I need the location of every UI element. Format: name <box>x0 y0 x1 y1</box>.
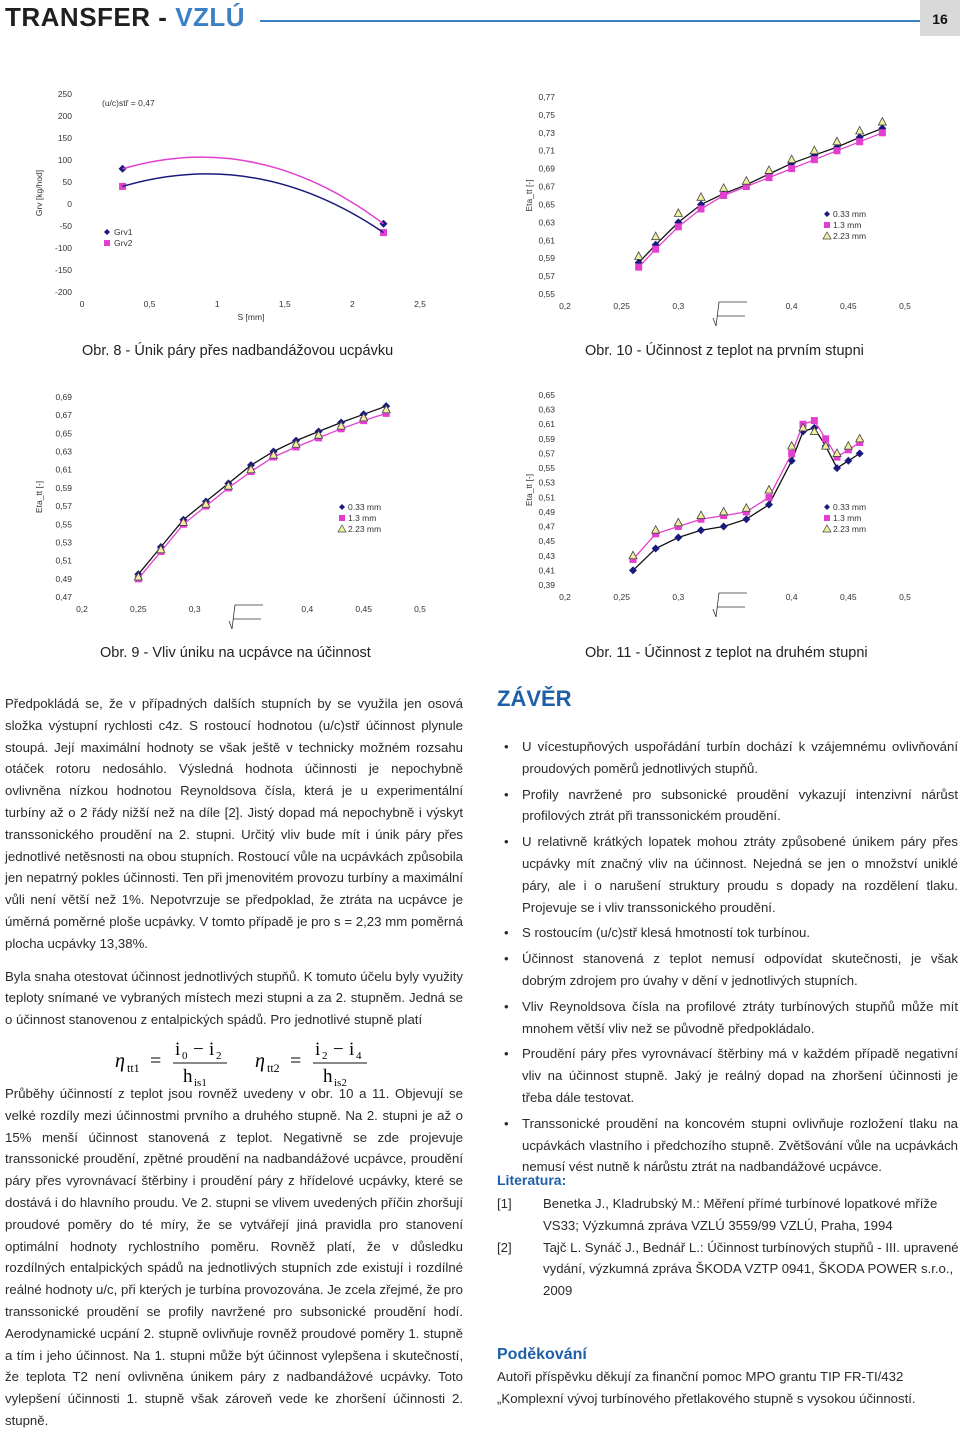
acknowledgement-text: Autoři příspěvku děkují za finanční pomoc MPO grantu TIP FR-TI/432 „Komplexní vývoj turbínového přetlakového stupně s vysokou účinností. <box>497 1369 916 1406</box>
data-point-square <box>788 450 795 457</box>
chart-fig8 <box>30 82 450 337</box>
x-tick-label: 0 <box>79 299 85 309</box>
x-axis-label: S [mm] <box>237 312 265 322</box>
svg-text:i: i <box>209 1039 215 1060</box>
y-tick-label: 0,51 <box>55 555 72 566</box>
y-tick-label: 0,59 <box>55 482 72 493</box>
data-point-triangle <box>742 177 750 185</box>
y-tick-label: 0,57 <box>55 501 72 512</box>
x-tick-label: 0,5 <box>899 592 911 602</box>
x-tick-label: 0,25 <box>613 592 630 602</box>
svg-text:is2: is2 <box>334 1077 347 1087</box>
legend-label: 0.33 mm <box>833 502 867 512</box>
data-point-triangle <box>765 166 773 174</box>
section-heading-zaver: ZÁVĚR <box>497 686 572 711</box>
y-tick-label: 0 <box>67 199 72 209</box>
y-tick-label: 0,61 <box>538 419 555 430</box>
y-tick-label: 0,65 <box>538 390 555 400</box>
left-column <box>5 693 463 1042</box>
conclusion-list <box>500 736 958 1182</box>
data-point-triangle <box>788 155 796 163</box>
y-tick-label: 0,47 <box>538 521 555 532</box>
y-tick-label: -50 <box>59 221 72 231</box>
x-tick-label: 0,4 <box>301 604 314 614</box>
literature-heading: Literatura: <box>497 1172 567 1188</box>
data-point-triangle <box>844 442 852 450</box>
x-tick-label: 0,45 <box>840 301 857 311</box>
legend-label: 1.3 mm <box>348 513 377 523</box>
svg-text:4: 4 <box>356 1050 362 1062</box>
y-tick-label: 0,65 <box>55 428 72 439</box>
x-tick-label: 0,4 <box>785 592 798 602</box>
y-tick-label: -100 <box>54 243 72 253</box>
legend-label: 2.23 mm <box>833 524 867 534</box>
data-point-triangle <box>720 507 728 515</box>
svg-text:2: 2 <box>322 1050 328 1062</box>
data-point-square <box>635 264 642 271</box>
legend-label: 0.33 mm <box>833 209 867 219</box>
conclusion-item: • Vliv Reynoldsova čísla na profilové ztráty turbínových stupňů může mít mnohem větší vliv než se původně předpokládalo. <box>522 996 958 1040</box>
chart-fig9 <box>30 385 450 640</box>
y-tick-label: 0,69 <box>538 163 555 174</box>
y-tick-label: 0,59 <box>538 253 555 264</box>
x-tick-label: 0,5 <box>143 299 156 309</box>
svg-text:=: = <box>150 1050 162 1072</box>
data-point-square <box>811 417 818 424</box>
data-point-diamond <box>697 526 705 534</box>
data-point-triangle <box>720 184 728 192</box>
y-tick-label: 0,67 <box>55 410 72 421</box>
y-tick-label: 50 <box>62 177 72 187</box>
conclusion-item: • S rostoucím (u/c)stř klesá hmotností tok turbínou. <box>522 922 958 944</box>
data-point-triangle <box>629 551 637 559</box>
y-axis-label: Grv [kg/hod] <box>34 169 44 217</box>
trend-curve <box>123 174 384 233</box>
svg-text:is1: is1 <box>194 1077 207 1087</box>
y-tick-label: 0,47 <box>55 592 72 602</box>
y-tick-label: 0,55 <box>538 463 555 474</box>
y-tick-label: 0,39 <box>538 580 555 590</box>
legend-marker <box>104 229 110 235</box>
y-tick-label: 0,63 <box>538 404 555 415</box>
y-tick-label: 0,55 <box>55 519 72 530</box>
y-tick-label: 200 <box>57 111 72 121</box>
svg-text:i: i <box>315 1039 321 1060</box>
y-tick-label: 0,43 <box>538 550 555 561</box>
svg-text:0: 0 <box>182 1050 188 1062</box>
y-tick-label: 0,61 <box>538 235 555 246</box>
data-point-triangle <box>742 504 750 512</box>
caption-fig9: Obr. 9 - Vliv úniku na ucpávce na účinnost <box>100 645 371 661</box>
legend-label: 2.23 mm <box>348 524 382 534</box>
y-tick-label: 0,53 <box>55 537 72 548</box>
y-tick-label: 0,73 <box>538 127 555 138</box>
data-point-diamond <box>844 457 852 465</box>
series-line <box>639 128 883 262</box>
legend-label: 1.3 mm <box>833 513 862 523</box>
data-point-triangle <box>697 511 705 519</box>
legend-label: 2.23 mm <box>833 231 867 241</box>
legend-marker <box>824 515 830 521</box>
x-tick-label: 1 <box>214 299 220 309</box>
x-tick-label: 0,2 <box>559 301 571 311</box>
data-point-triangle <box>856 434 864 442</box>
conclusion-item: • U vícestupňových uspořádání turbín dochází k vzájemnému ovlivňování proudových poměrů jednotlivých stupňů. <box>522 736 958 780</box>
reference-text: Tajč L. Synáč J., Bednář L.: Účinnost turbínových stupňů - III. upravené vydání, výzkumná zpráva ŠKODA VZTP 0941, ŠKODA POWER s.r.o., 2009 <box>543 1239 959 1299</box>
y-tick-label: 150 <box>57 133 72 143</box>
svg-text:−: − <box>333 1039 344 1060</box>
caption-fig8: Obr. 8 - Únik páry přes nadbandážovou ucpávku <box>82 343 394 359</box>
data-point-triangle <box>810 146 818 154</box>
x-tick-label: 2,5 <box>414 299 426 309</box>
legend-label: Grv2 <box>114 238 133 248</box>
caption-fig11: Obr. 11 - Účinnost z teplot na druhém stupni <box>585 645 868 661</box>
journal-title <box>5 2 245 33</box>
svg-text:h: h <box>183 1066 193 1087</box>
data-point-square <box>652 246 659 253</box>
y-tick-label: 0,65 <box>538 199 555 210</box>
data-point-triangle <box>674 209 682 217</box>
legend-marker <box>339 515 345 521</box>
svg-text:h: h <box>323 1066 333 1087</box>
data-point-square <box>720 192 727 199</box>
y-tick-label: 0,51 <box>538 492 555 503</box>
data-point-diamond <box>720 523 728 531</box>
series-line <box>138 406 386 574</box>
data-point-square <box>675 223 682 230</box>
paragraph-1: Předpokládá se, že v případných dalších stupních by se využila jen osová složka výstupní rychlosti c4z. S rostoucí hodnotou (u/c)stř účinnost plynule stoupá. Její maximální hodnoty se však ještě v technicky možném rozsahu otáček rotoru nedosáhlo. Výsledná hodnota účinnosti je nepochybně ovlivněna nízkou hodnotou Reynoldsova čísla, která je u experimentální turbíny až o 2 řády nižší než na díle [2]. Jistý dopad má nepochybně i výskyt transsonického proudění na 2. stupni. Určitý vliv bude mít i únik páry přes jednotlivé netěsnosti na obou stupních. Rostoucí vůle na ucpávkách způsobila jen nepatrný pokles účinnosti. Ten při jmenovitém provozu turbíny a maximální vůli není větší než 1%. Nepotvrzuje se předpoklad, že ztráta na ucpávce je úměrná poměrné ploše ucpávky. V tomto případě je pro s = 2,23 mm poměrná plocha ucpávky 13,38%. <box>5 696 463 951</box>
y-tick-label: -150 <box>54 265 72 275</box>
x-tick-label: 2 <box>350 299 355 309</box>
x-tick-label: 0,3 <box>672 301 685 311</box>
x-axis-formula <box>229 605 263 629</box>
formula-eta-tt2-graphic <box>255 1037 405 1087</box>
conclusion-item: • Transsonické proudění na koncovém stupni ovlivňuje rozložení tlaku na ucpávkách vlastního i předchozího stupně. Zvětšování vůle na ucpávkách nemusí vést nutně k nárůstu ztrát na nadbandážové ucpávce. <box>522 1113 958 1178</box>
x-tick-label: 0,2 <box>559 592 571 602</box>
formula-root-sign <box>713 593 747 617</box>
reference-item <box>497 1237 959 1302</box>
chart-fig10 <box>520 82 930 337</box>
svg-text:tt1: tt1 <box>127 1061 140 1075</box>
paragraph-3: Průběhy účinností z teplot jsou rovněž uvedeny v obr. 10 a 11. Objevují se velké rozdíly mezi účinnostmi prvního a druhého stupně. Na 2. stupni je až o 15% menší účinnost stanovená z teplot. Negativně se zde projevuje transsonické proudění, zpětné proudění na nadbandážové ucpávce, proudění páry přes vyrovnávací štěrbiny i proudění páry z hřídelové ucpávky, které se dostává i do hlavního proudu. Ve 2. stupni se vlivem uvedených příčin zhoršují proudové poměry do té míry, že se vytvářejí jiná pravidla pro stanovení optimální hodnoty rychlostního poměru. Rovněž platí, že v důsledku rozdílných entalpických spádů na jednotlivých stupních zde existují i rozdílné reálné hodnoty u/c, při kterých je turbína provozována. Je zcela zřejmé, že pro transsonické proudění se profily navržené pro subsonické proudění hodí. Aerodynamické ucpání 2. stupně ovlivňuje rovněž proudové poměry 1. stupně a tím i jeho účinnost. Na 1. stupni může být účinnost vylepšena i skutečností, že teplota T2 není ovlivněna únikem páry z nadbandážové ucpávky. Toto vylepšení účinnosti 1. stupně však zároveň vede ke zhoršení účinnosti 2. stupně. <box>5 1086 463 1428</box>
trend-curve <box>123 157 384 224</box>
x-tick-label: 0,45 <box>355 604 372 614</box>
y-tick-label: 0,77 <box>538 92 555 102</box>
series-line <box>138 413 386 578</box>
svg-text:η: η <box>255 1050 265 1072</box>
data-point-triangle <box>674 518 682 526</box>
data-point-triangle <box>833 137 841 145</box>
legend-label: 0.33 mm <box>348 502 382 512</box>
data-point-triangle <box>856 127 864 135</box>
y-tick-label: 0,53 <box>538 477 555 488</box>
x-tick-label: 0,3 <box>188 604 201 614</box>
x-tick-label: 0,5 <box>899 301 911 311</box>
svg-text:−: − <box>193 1039 204 1060</box>
formula-root-sign <box>713 302 747 326</box>
reference-item <box>497 1193 959 1237</box>
reference-number: [2] <box>497 1239 512 1255</box>
y-tick-label: -200 <box>54 287 72 297</box>
chart-annotation: (u/c)stř = 0,47 <box>102 98 155 108</box>
x-axis-formula <box>713 302 747 326</box>
y-tick-label: 0,57 <box>538 271 555 282</box>
y-tick-label: 0,75 <box>538 109 555 120</box>
data-point-square <box>834 147 841 154</box>
legend-marker <box>824 222 830 228</box>
x-tick-label: 0,2 <box>76 604 88 614</box>
x-tick-label: 0,25 <box>613 301 630 311</box>
paragraph-2: Byla snaha otestovat účinnost jednotlivých stupňů. K tomuto účelu byly využity teploty snímané ve vybraných místech mezi stupni a za 2. stupněm. Jedná se o účinnost stanovenou z entalpických spádů. Pro jednotlivé stupně platí <box>5 968 463 1028</box>
publisher-name: VZLÚ <box>175 2 246 32</box>
left-column-cont <box>5 1083 463 1432</box>
svg-text:η: η <box>115 1050 125 1072</box>
legend-marker <box>338 525 346 532</box>
x-tick-label: 0,3 <box>672 592 685 602</box>
conclusion-item: • Profily navržené pro subsonické proudění vykazují intenzivní nárůst profilových ztrát při transsonickém proudění. <box>522 784 958 828</box>
data-point-square <box>698 205 705 212</box>
data-point-square <box>856 138 863 145</box>
data-point-triangle <box>635 252 643 260</box>
y-tick-label: 0,45 <box>538 536 555 547</box>
data-point-diamond <box>765 501 773 509</box>
x-axis-formula <box>713 593 747 617</box>
data-point-triangle <box>765 486 773 494</box>
reference-text: Benetka J., Kladrubský M.: Měření přímé turbínové lopatkové mříže VS33; Výzkumná zpráva VZLÚ 3559/99 VZLÚ, Praha, 1994 <box>543 1196 938 1233</box>
svg-text:i: i <box>349 1039 355 1060</box>
y-tick-label: 100 <box>57 155 72 165</box>
conclusion-item: • Účinnost stanovená z teplot nemusí odpovídat skutečnosti, je však dobrým zdrojem pro úvahy v dění v jednotlivých stupních. <box>522 948 958 992</box>
conclusion-item: • U relativně krátkých lopatek mohou ztráty způsobené únikem páry přes ucpávky mít značný vliv na účinnost. Nejedná se jen o množství uniklé páry, ale i o narušení struktury proudu s dopady na rozdělení tlaku. Projevuje se i vliv transsonického proudění. <box>522 831 958 918</box>
data-point-square <box>788 165 795 172</box>
data-point-triangle <box>652 526 660 534</box>
title-separator: - <box>158 2 168 32</box>
data-point-square <box>811 156 818 163</box>
y-axis-label: Eta_tt [-] <box>524 473 534 507</box>
legend-marker <box>824 211 830 217</box>
svg-text:i: i <box>175 1039 181 1060</box>
reference-list <box>497 1193 959 1302</box>
x-tick-label: 1,5 <box>278 299 291 309</box>
svg-text:tt2: tt2 <box>267 1061 280 1075</box>
legend-label: 1.3 mm <box>833 220 862 230</box>
data-point-diamond <box>674 534 682 542</box>
x-tick-label: 0,25 <box>130 604 147 614</box>
page-number: 16 <box>932 11 948 27</box>
y-tick-label: 0,41 <box>538 565 555 576</box>
caption-fig10: Obr. 10 - Účinnost z teplot na prvním stupni <box>585 343 864 359</box>
legend-label: Grv1 <box>114 227 133 237</box>
y-tick-label: 0,59 <box>538 433 555 444</box>
data-point-triangle <box>878 118 886 126</box>
legend-marker <box>339 504 345 510</box>
y-tick-label: 0,49 <box>55 573 72 584</box>
x-tick-label: 0,45 <box>840 592 857 602</box>
y-axis-label: Eta_tt [-] <box>34 480 44 514</box>
y-tick-label: 0,63 <box>55 446 72 457</box>
legend-marker <box>823 525 831 532</box>
y-tick-label: 0,69 <box>55 392 72 402</box>
data-point-square <box>766 174 773 181</box>
header-rule <box>260 20 920 22</box>
y-tick-label: 0,67 <box>538 181 555 192</box>
y-axis-label: Eta_tt [-] <box>524 179 534 212</box>
y-tick-label: 0,49 <box>538 506 555 517</box>
conclusion-item: • Proudění páry přes vyrovnávací štěrbiny má v každém případě negativní vliv na účinnost stupně. Jaký je reálný dopad na zhoršení účinnosti je třeba dále testovat. <box>522 1043 958 1108</box>
data-point-diamond <box>856 449 864 457</box>
formula-eta-tt1-graphic <box>115 1037 265 1087</box>
svg-text:2: 2 <box>216 1050 222 1062</box>
data-point-square <box>879 129 886 136</box>
legend-marker <box>104 240 110 246</box>
chart-fig11 <box>520 385 930 640</box>
reference-number: [1] <box>497 1196 512 1211</box>
y-tick-label: 0,63 <box>538 217 555 228</box>
journal-name: TRANSFER <box>5 2 151 32</box>
data-point-diamond <box>833 464 841 472</box>
data-point-triangle <box>697 193 705 201</box>
y-tick-label: 0,61 <box>55 464 72 475</box>
svg-text:=: = <box>290 1050 302 1072</box>
x-tick-label: 0,4 <box>785 301 798 311</box>
legend-marker <box>823 232 831 239</box>
y-tick-label: 0,57 <box>538 448 555 459</box>
x-tick-label: 0,5 <box>414 604 426 614</box>
y-tick-label: 0,55 <box>538 289 555 299</box>
y-tick-label: 0,71 <box>538 145 555 156</box>
acknowledgement-heading: Poděkování <box>497 1346 587 1363</box>
series-line <box>639 133 883 267</box>
formula-root-sign <box>229 605 263 629</box>
legend-marker <box>824 504 830 510</box>
data-point-diamond <box>742 515 750 523</box>
data-point-square <box>766 494 773 501</box>
y-tick-label: 250 <box>57 89 72 99</box>
data-point-triangle <box>652 232 660 240</box>
